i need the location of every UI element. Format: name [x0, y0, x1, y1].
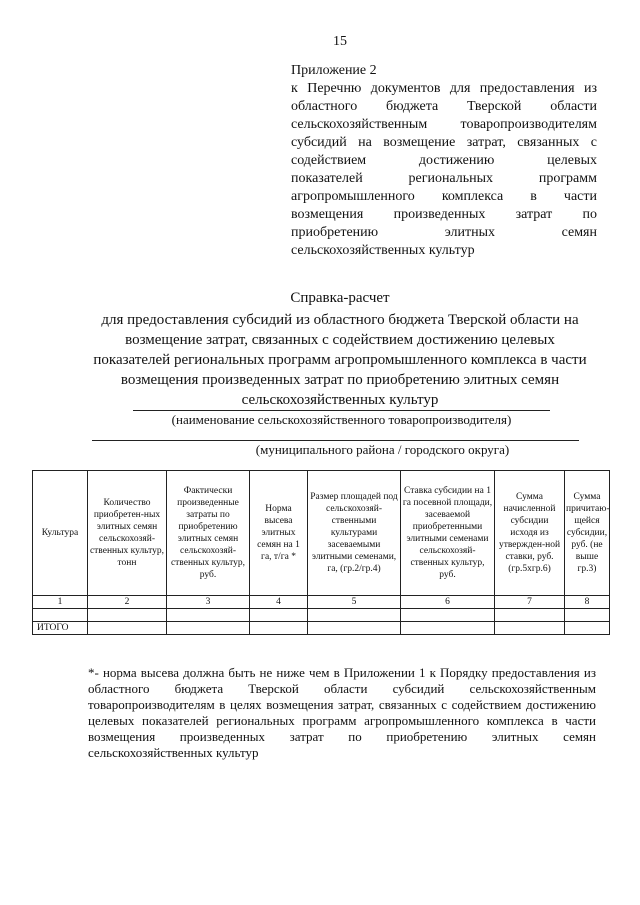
- table-cell: [495, 609, 565, 622]
- footnote-line: сельскохозяйственных культур: [88, 745, 259, 760]
- table-cell: [565, 622, 610, 635]
- appendix-line: возмещения произведенных затрат по: [291, 207, 597, 222]
- subtitle-line: показателей региональных программ агропромышленного комплекса в части: [93, 352, 587, 368]
- subtitle-line: сельскохозяйственных культур: [241, 392, 439, 408]
- column-number: 3: [167, 596, 250, 609]
- total-label: ИТОГО: [33, 622, 88, 635]
- subtitle-line: возмещения произведенных затрат по приобретению элитных семян: [120, 372, 560, 388]
- table-cell: [495, 622, 565, 635]
- header-culture: Культура: [33, 471, 88, 596]
- header-actual-costs: Фактически произведенные затраты по приобретению элитных семян сельскохозяй-ственных культур, руб.: [167, 471, 250, 596]
- appendix-line: приобретению элитных семян: [291, 225, 597, 240]
- district-line: [92, 440, 579, 441]
- table-cell: [33, 609, 88, 622]
- appendix-line: сельскохозяйственным товаропроизводителям: [291, 117, 597, 132]
- appendix-line: субсидий на возмещение затрат, связанных с: [291, 135, 597, 150]
- column-number: 4: [250, 596, 308, 609]
- column-number: 6: [401, 596, 495, 609]
- table-row: [33, 609, 610, 622]
- table-cell: [88, 609, 167, 622]
- document-title: Справка-расчет: [290, 290, 390, 306]
- appendix-title: Приложение 2: [291, 63, 377, 78]
- column-number: 5: [308, 596, 401, 609]
- table-cell: [88, 622, 167, 635]
- appendix-line: показателей региональных программ: [291, 171, 597, 186]
- appendix-line: к Перечню документов для предоставления из: [291, 81, 597, 96]
- header-seed-quantity: Количество приобретен-ных элитных семян сельскохозяй-ственных культур, тонн: [88, 471, 167, 596]
- table-cell: [308, 622, 401, 635]
- table-cell: [167, 609, 250, 622]
- column-number: 7: [495, 596, 565, 609]
- footnote-line: целевых показателей региональных программ агропромышленного комплекса в части: [88, 713, 596, 728]
- column-number-row: [33, 596, 610, 609]
- table-cell: [565, 609, 610, 622]
- subtitle-line: возмещение затрат, связанных с содействием достижению целевых: [125, 332, 555, 348]
- header-accrued-subsidy: Сумма начисленной субсидии исходя из утвержден-ной ставки, руб. (гр.5хгр.6): [495, 471, 565, 596]
- footnote-line: возмещения произведенных затрат по приобретению элитных семян: [88, 729, 596, 744]
- appendix-line: областного бюджета Тверской области: [291, 99, 597, 114]
- table-cell: [401, 622, 495, 635]
- column-number: 2: [88, 596, 167, 609]
- appendix-block: [291, 62, 597, 260]
- table-cell: [250, 622, 308, 635]
- header-seeding-rate: Норма высева элитных семян на 1 га, т/га *: [250, 471, 308, 596]
- document-subtitle: [40, 310, 640, 410]
- column-number: 8: [565, 596, 610, 609]
- table-header-row: [33, 471, 610, 596]
- producer-name-line: [133, 410, 550, 411]
- appendix-line: сельскохозяйственных культур: [291, 243, 475, 258]
- appendix-line: содействием достижению целевых: [291, 153, 597, 168]
- producer-name-caption: (наименование сельскохозяйственного товаропроизводителя): [171, 412, 512, 427]
- table-cell: [167, 622, 250, 635]
- footnote-line: областного бюджета Тверской области субсидий сельскохозяйственным: [88, 681, 596, 696]
- header-due-subsidy: Сумма причитаю-щейся субсидии, руб. (не выше гр.3): [565, 471, 610, 596]
- table-cell: [250, 609, 308, 622]
- appendix-line: агропромышленного комплекса в части: [291, 189, 597, 204]
- calculation-table: [32, 470, 610, 635]
- header-area-size: Размер площадей под сельскохозяй-ственными культурами засеваемыми элитными семенами, га, (гр.2/гр.4): [308, 471, 401, 596]
- page-number: 15: [333, 34, 347, 49]
- column-number: 1: [33, 596, 88, 609]
- footnote-line: *- норма высева должна быть не ниже чем в Приложении 1 к Порядку предоставления из: [88, 665, 596, 680]
- table-cell: [401, 609, 495, 622]
- footnote: [88, 665, 596, 761]
- header-subsidy-rate: Ставка субсидии на 1 га посевной площади, засеваемой приобретенными элитными семенами сельскохозяй-ственных культур, руб.: [401, 471, 495, 596]
- total-row: [33, 622, 610, 635]
- subtitle-line: для предоставления субсидий из областного бюджета Тверской области на: [101, 312, 579, 328]
- table-cell: [308, 609, 401, 622]
- district-caption: (муниципального района / городского округа): [255, 442, 510, 457]
- footnote-line: товаропроизводителям в целях возмещения затрат, связанных с содействием достижению: [88, 697, 596, 712]
